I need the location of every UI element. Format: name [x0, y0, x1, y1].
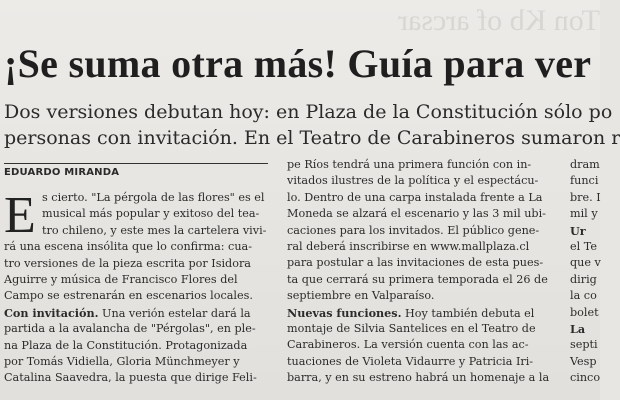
column-1 [4, 187, 268, 400]
body-line: funci [570, 174, 599, 188]
headline: ¡Se suma otra más! Guía para ver [4, 41, 592, 86]
byline-rule [4, 163, 268, 164]
body-line: el Te [570, 239, 597, 253]
body-line: pe Ríos tendrá una primera función con in- [287, 158, 532, 171]
body-line [570, 321, 600, 337]
body-line: tro chileno, y este mes la cartelera vivi- [42, 223, 267, 237]
body-line: bolet [570, 305, 599, 319]
byline: EDUARDO MIRANDA [4, 167, 120, 178]
body-line: dirig [570, 272, 597, 286]
body-line: montaje de Silvia Santelices en el Teatro de [287, 321, 536, 335]
body-line: para postular a las invitaciones de esta pues- [287, 256, 544, 270]
body-line: Moneda se alzará el escenario y las 3 mil ubi- [287, 207, 546, 221]
body-line: tuaciones de Violeta Vidaurre y Patricia Iri- [287, 354, 534, 368]
subhead-fragment: La [570, 321, 586, 336]
body-line [287, 305, 552, 321]
body-line: cinco [570, 371, 601, 385]
body-line: ral deberá inscribirse en www.mallplaza.cl [287, 239, 530, 253]
body-text: Hoy también debuta el [401, 306, 535, 320]
body-line [570, 223, 600, 239]
body-line: Aguirre y música de Francisco Flores del [4, 272, 238, 286]
body-line: s cierto. "La pérgola de las flores" es el [42, 191, 265, 204]
subhead-con-invitacion: Con invitación. [4, 305, 99, 320]
deck-line-2: personas con invitación. En el Teatro de Carabineros sumaron r [4, 127, 620, 149]
deck-line-1: Dos versiones debutan hoy: en Plaza de la Constitución sólo po [4, 101, 613, 123]
body-line: barra, y en su estreno habrá un homenaje a la [287, 371, 550, 385]
subhead-nuevas-funciones: Nuevas funciones. [287, 305, 402, 320]
body-line: que v [570, 256, 601, 270]
subhead-fragment: Ur [570, 223, 586, 238]
body-line: rá una escena insólita que lo confirma: cua- [4, 240, 252, 254]
body-line: dram [570, 158, 600, 171]
column-2 [287, 157, 552, 385]
body-line: septi [570, 338, 598, 352]
body-line: Campo se estrenarán en escenarios locales. [4, 289, 253, 303]
body-line: por Tomás Vidiella, Gloria Münchmeyer y [4, 354, 240, 368]
bleed-through-text: Ton Kb of arcsar [398, 4, 600, 37]
body-line: musical más popular y exitoso del tea- [42, 207, 260, 221]
body-line: lo. Dentro de una carpa instalada frente a La [287, 190, 543, 204]
body-line [4, 305, 268, 321]
body-line: Carabineros. La versión cuenta con las ac- [287, 338, 529, 352]
body-line: partida a la avalancha de "Pérgolas", en ple- [4, 322, 256, 336]
drop-cap: E [4, 187, 36, 244]
body-line: bre. I [570, 190, 601, 204]
body-line: vitados ilustres de la política y el espectácu- [287, 174, 539, 188]
body-line: septiembre en Valparaíso. [287, 289, 435, 303]
body-line: na Plaza de la Constitución. Protagonizada [4, 338, 248, 352]
body-line: mil y [570, 207, 598, 221]
body-line: tro versiones de la pieza escrita por Isidora [4, 256, 251, 270]
body-line: Vesp [570, 354, 597, 368]
column-3-cropped [570, 157, 601, 385]
body-line: ta que cerrará su primera temporada el 26 de [287, 272, 548, 286]
body-line: caciones para los invitados. El público gene- [287, 223, 540, 237]
body-text: Una verión estelar dará la [98, 306, 251, 320]
body-line: la co [570, 289, 597, 303]
body-line: Catalina Saavedra, la puesta que dirige Feli- [4, 371, 257, 385]
